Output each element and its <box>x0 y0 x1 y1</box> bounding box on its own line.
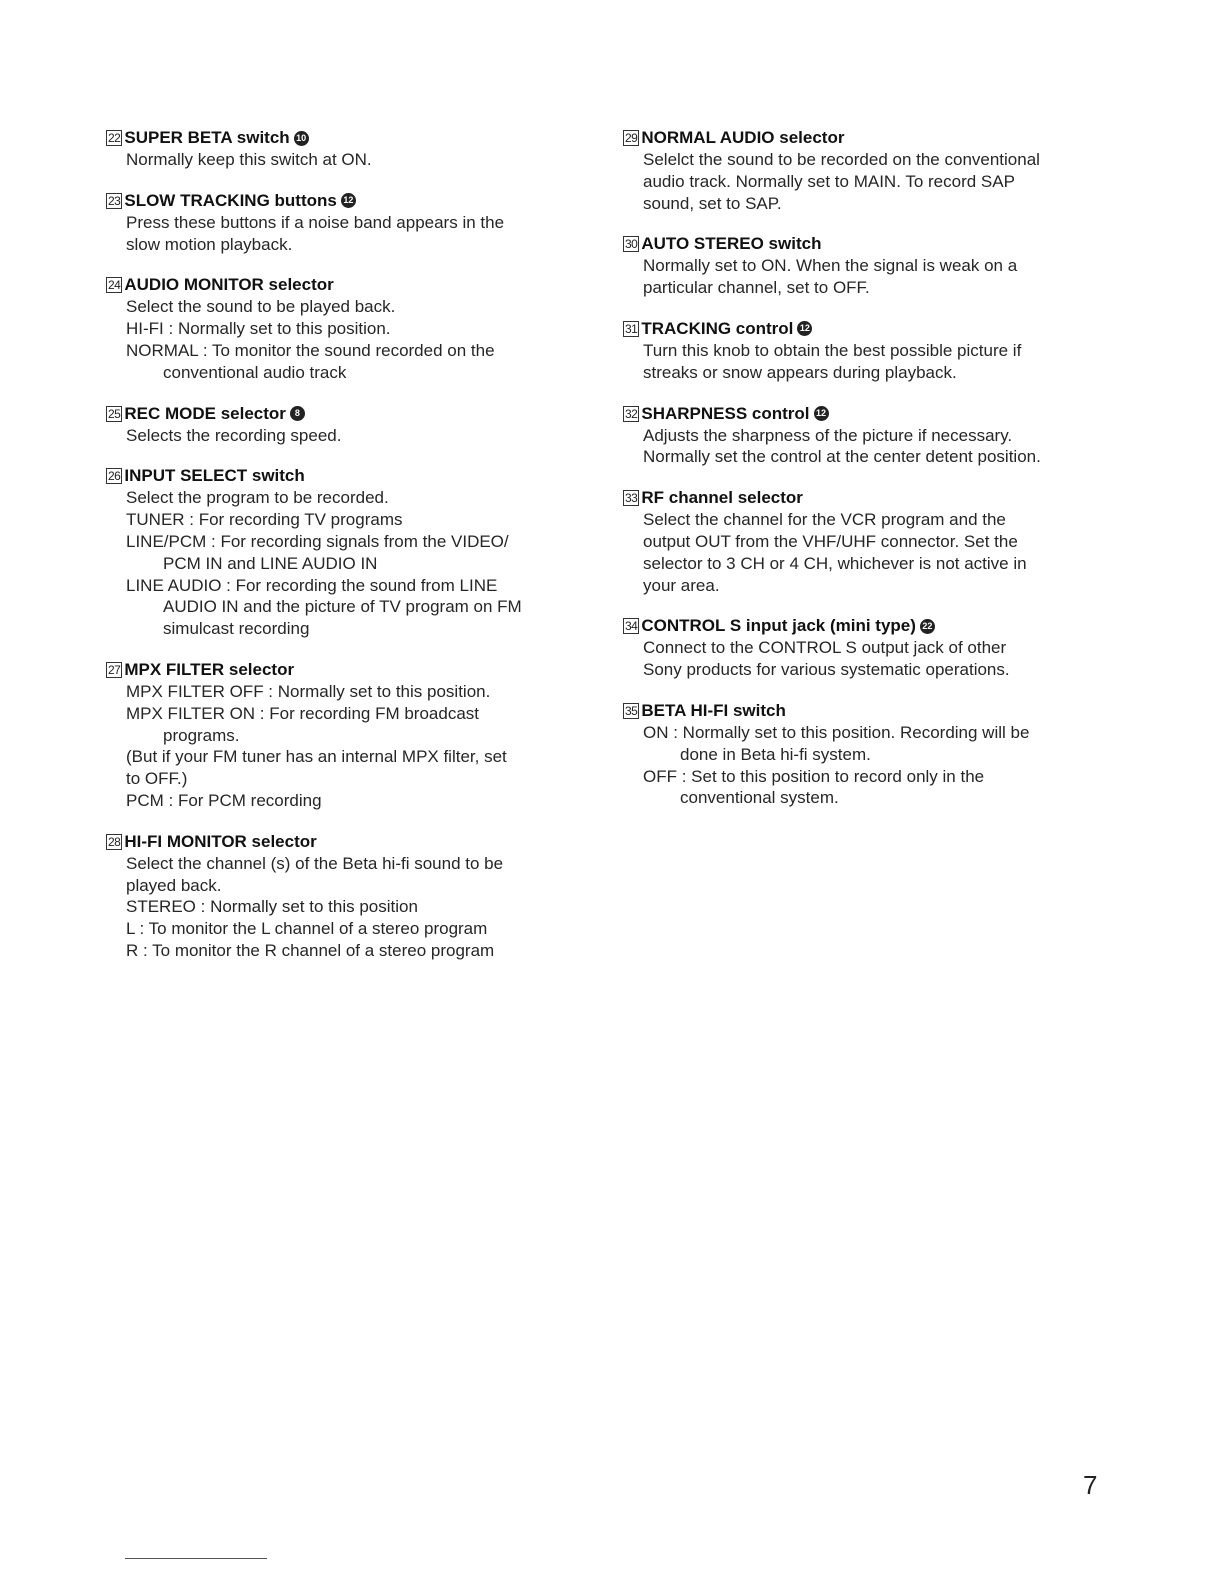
item-number-badge: 35 <box>625 703 638 718</box>
item-description-line: Sony products for various systematic operations. <box>643 660 1010 680</box>
item-number-badge: 33 <box>625 491 638 506</box>
page-number: 7 <box>1083 1470 1098 1500</box>
item-title: INPUT SELECT switch <box>124 466 305 486</box>
item-description-line: Adjusts the sharpness of the picture if necessary. <box>643 425 1013 445</box>
item-heading <box>106 659 576 681</box>
item-heading <box>623 127 1103 149</box>
item-description-line: Select the program to be recorded. <box>126 488 389 508</box>
item-description-line: done in Beta hi-fi system. <box>680 744 871 764</box>
item-title: SUPER BETA switch <box>124 128 290 147</box>
item-title: SLOW TRACKING buttons <box>124 190 337 210</box>
control-item-27 <box>106 659 576 812</box>
item-number-badge: 23 <box>108 193 121 208</box>
item-description-line: streaks or snow appears during playback. <box>643 362 957 382</box>
figure-reference-icon: 22 <box>920 619 935 634</box>
control-item-30 <box>623 233 1103 299</box>
item-description-line: MPX FILTER OFF : Normally set to this position. <box>126 681 491 701</box>
control-item-29 <box>623 127 1103 214</box>
item-description-line: slow motion playback. <box>126 234 293 254</box>
control-item-24 <box>106 274 576 383</box>
item-title: SHARPNESS control <box>641 403 810 423</box>
item-description-line: Connect to the CONTROL S output jack of other <box>643 638 1007 658</box>
item-number-badge: 29 <box>625 131 638 145</box>
item-heading <box>623 403 1103 425</box>
item-description-line: your area. <box>643 575 720 595</box>
item-description-line: ON : Normally set to this position. Recording will be <box>643 722 1030 742</box>
item-title: REC MODE selector <box>124 403 286 423</box>
item-title: TRACKING control <box>641 318 794 338</box>
item-description-line: Selects the recording speed. <box>126 425 342 445</box>
item-description-line: R : To monitor the R channel of a stereo program <box>126 940 495 960</box>
control-item-33 <box>623 487 1103 596</box>
item-title: MPX FILTER selector <box>124 659 295 679</box>
control-item-25 <box>106 403 576 447</box>
item-description-line: Normally set to ON. When the signal is weak on a <box>643 256 1018 276</box>
item-heading <box>106 274 576 296</box>
item-description-line: HI-FI : Normally set to this position. <box>126 319 391 339</box>
item-description-line: Normally keep this switch at ON. <box>126 150 372 169</box>
item-description-line: OFF : Set to this position to record only in the <box>643 766 985 786</box>
item-description-line: STEREO : Normally set to this position <box>126 897 418 917</box>
item-description-line: to OFF.) <box>126 769 188 789</box>
item-description-line: conventional audio track <box>163 362 347 382</box>
item-description-line: LINE/PCM : For recording signals from the VIDEO/ <box>126 531 509 551</box>
item-number-badge: 34 <box>625 619 638 634</box>
control-item-32 <box>623 403 1103 469</box>
item-description-line: Select the sound to be played back. <box>126 297 396 317</box>
control-item-26 <box>106 465 576 640</box>
control-item-35 <box>623 700 1103 809</box>
item-description-line: programs. <box>163 725 240 745</box>
figure-reference-icon: 12 <box>814 406 829 421</box>
left-column <box>106 127 576 981</box>
item-description-line: Selelct the sound to be recorded on the conventional <box>643 150 1040 169</box>
figure-reference-icon: 12 <box>797 321 812 336</box>
item-heading <box>623 615 1103 637</box>
item-title: CONTROL S input jack (mini type) <box>641 616 916 636</box>
item-number-badge: 27 <box>108 662 121 677</box>
item-description-line: particular channel, set to OFF. <box>643 278 870 298</box>
item-number-badge: 31 <box>625 321 638 336</box>
item-title: HI-FI MONITOR selector <box>124 831 317 851</box>
item-description-line: PCM IN and LINE AUDIO IN <box>163 553 378 573</box>
item-description-line: output OUT from the VHF/UHF connector. Set the <box>643 531 1018 551</box>
item-title: NORMAL AUDIO selector <box>641 128 845 147</box>
figure-reference-icon: 10 <box>294 131 309 146</box>
item-title: RF channel selector <box>641 488 803 508</box>
item-description-line: NORMAL : To monitor the sound recorded on the <box>126 340 495 360</box>
item-description-line: (But if your FM tuner has an internal MPX filter, set <box>126 747 507 767</box>
item-heading <box>106 127 576 149</box>
item-number-badge: 30 <box>625 237 638 252</box>
item-description-line: selector to 3 CH or 4 CH, whichever is not active in <box>643 553 1027 573</box>
item-description-line: played back. <box>126 875 222 895</box>
item-heading <box>106 831 576 853</box>
item-description-line: Select the channel for the VCR program and the <box>643 510 1006 530</box>
item-description-line: L : To monitor the L channel of a stereo program <box>126 919 488 939</box>
control-item-34 <box>623 615 1103 681</box>
item-number-badge: 25 <box>108 406 121 421</box>
item-title: AUTO STEREO switch <box>641 234 822 254</box>
item-description-line: Select the channel (s) of the Beta hi-fi sound to be <box>126 853 504 873</box>
item-heading <box>623 700 1103 722</box>
item-description-line: MPX FILTER ON : For recording FM broadcast <box>126 703 479 723</box>
right-column <box>623 127 1103 828</box>
item-description-line: simulcast recording <box>163 619 310 639</box>
item-description-line: Press these buttons if a noise band appears in the <box>126 212 505 232</box>
item-description-line: LINE AUDIO : For recording the sound from LINE <box>126 575 498 595</box>
control-item-31 <box>623 318 1103 384</box>
item-description-line: AUDIO IN and the picture of TV program on FM <box>163 597 522 617</box>
control-item-22 <box>106 127 576 171</box>
item-number-badge: 22 <box>108 131 121 145</box>
item-description-line: audio track. Normally set to MAIN. To record SAP <box>643 171 1015 191</box>
item-number-badge: 32 <box>625 406 638 421</box>
item-number-badge: 28 <box>108 834 121 849</box>
figure-reference-icon: 8 <box>290 406 305 421</box>
item-heading <box>623 487 1103 509</box>
item-heading <box>106 190 576 212</box>
item-title: BETA HI-FI switch <box>641 700 786 720</box>
item-heading <box>106 403 576 425</box>
item-description-line: sound, set to SAP. <box>643 193 782 213</box>
item-heading <box>623 233 1103 255</box>
item-title: AUDIO MONITOR selector <box>124 275 334 295</box>
item-heading <box>623 318 1103 340</box>
item-number-badge: 26 <box>108 469 121 484</box>
item-description-line: Normally set the control at the center detent position. <box>643 447 1041 467</box>
item-description-line: Turn this knob to obtain the best possible picture if <box>643 340 1022 360</box>
control-item-28 <box>106 831 576 962</box>
control-item-23 <box>106 190 576 256</box>
item-heading <box>106 465 576 487</box>
item-description-line: conventional system. <box>680 788 839 808</box>
item-number-badge: 24 <box>108 278 121 293</box>
item-description-line: TUNER : For recording TV programs <box>126 510 403 530</box>
figure-reference-icon: 12 <box>341 193 356 208</box>
item-description-line: PCM : For PCM recording <box>126 790 322 810</box>
footer-rule <box>125 1558 267 1559</box>
